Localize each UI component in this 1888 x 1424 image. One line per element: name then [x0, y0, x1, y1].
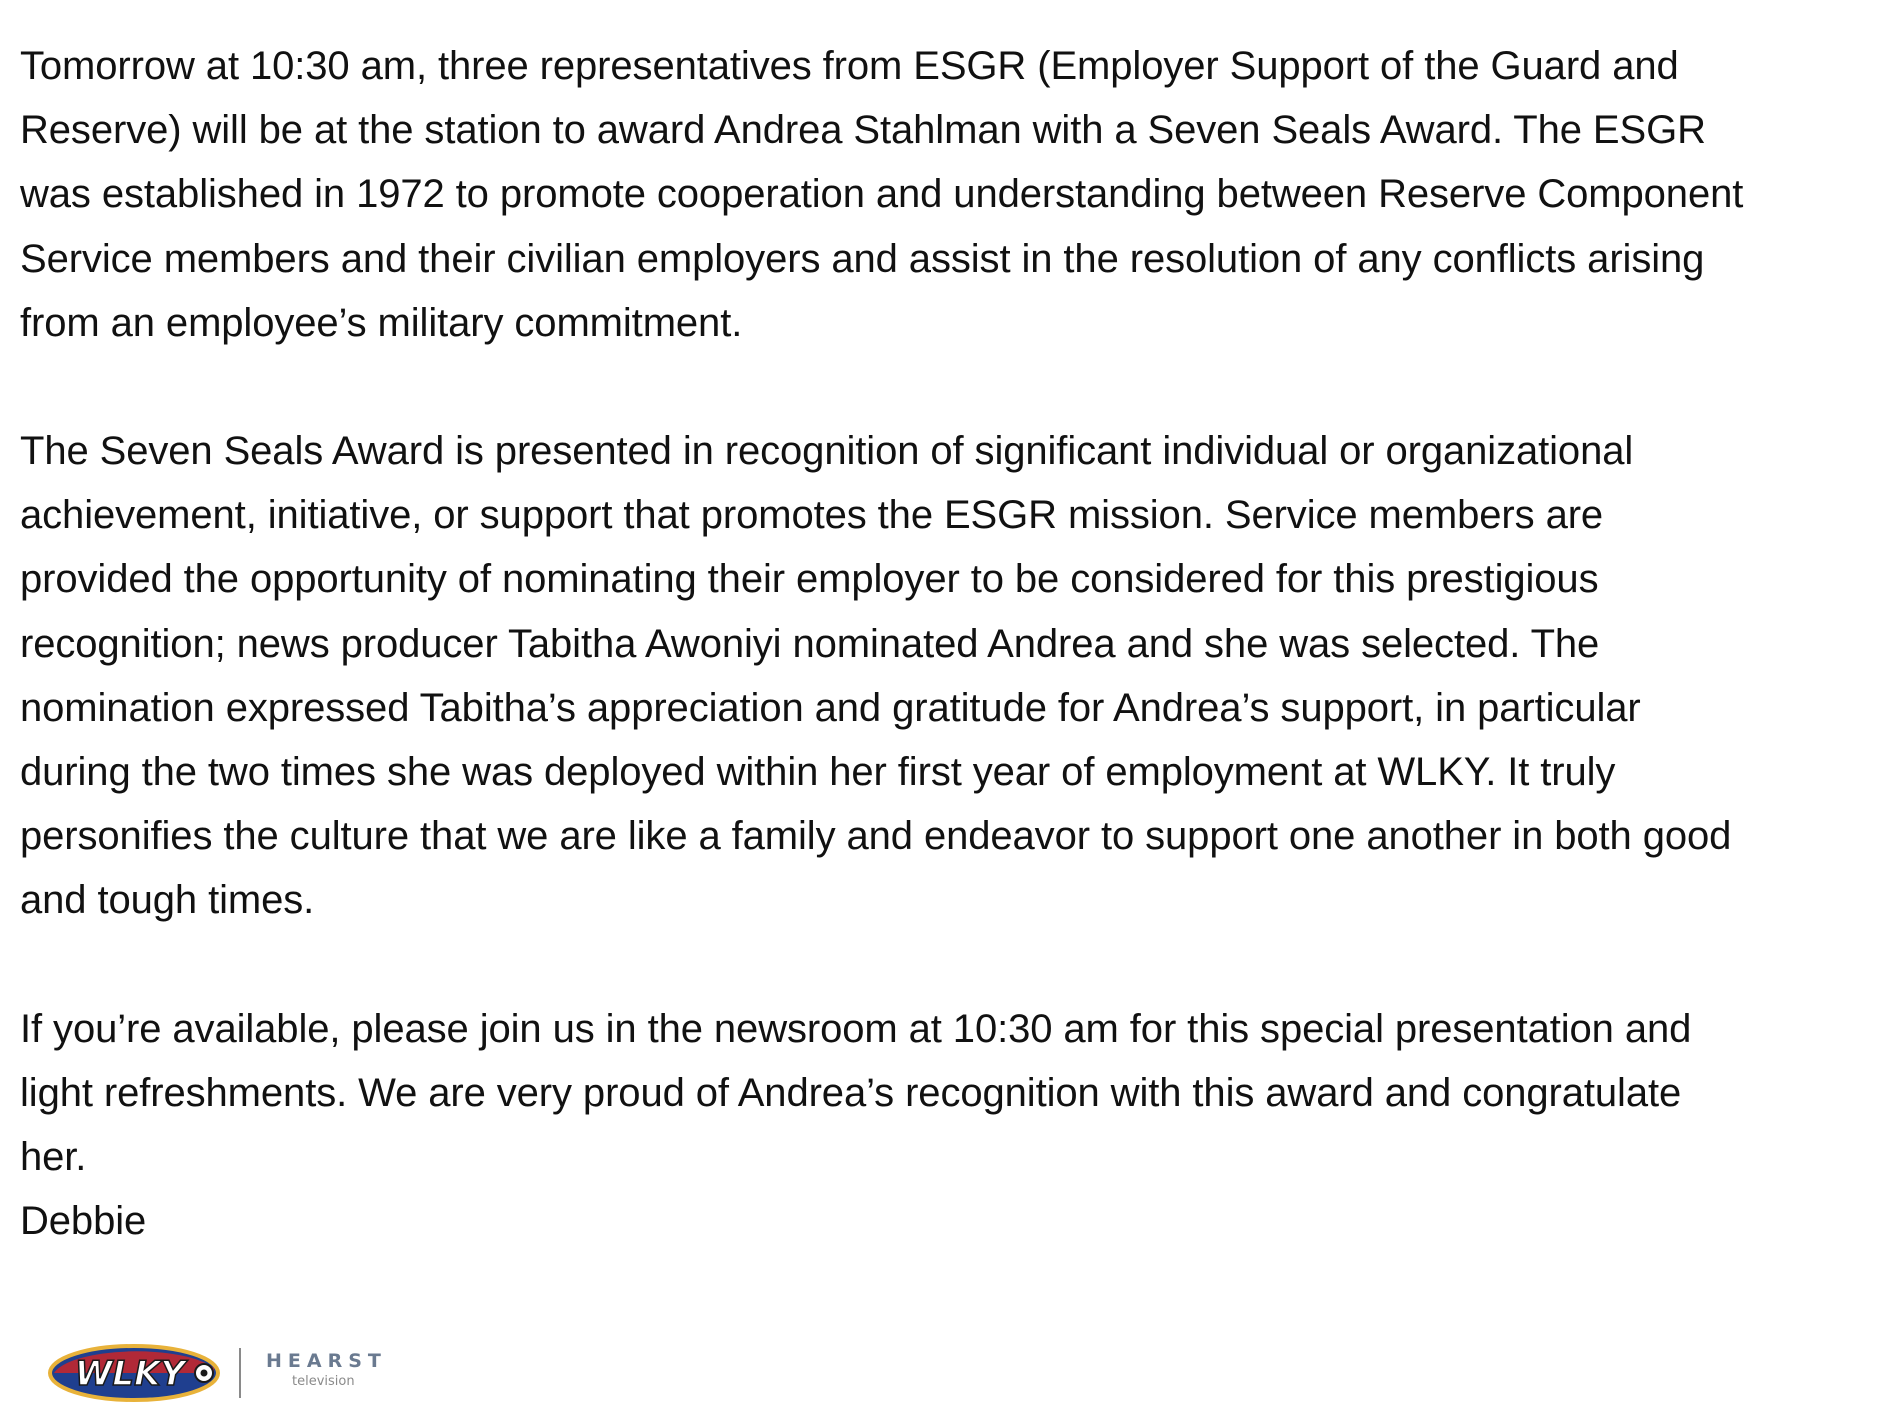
- wlky-logo: [44, 1338, 224, 1408]
- wlky-logo-text: WLKY: [74, 1354, 186, 1394]
- paragraph-award-description: The Seven Seals Award is presented in recognition of significant individual or organizational achievement, initiative, or support that promotes the ESGR mission. Service members are provided the opportunity of nominating their employer to be considered for this prestigious recognition; news producer Tabitha Awoniyi nominated Andrea and she was selected. The nomination expressed Tabitha’s appreciation and gratitude for Andrea’s support, in particular during the two times she was deployed within her first year of employment at WLKY. It truly personifies the culture that we are like a family and endeavor to support one another in both good and tough times.: [20, 429, 1732, 923]
- paragraph-award-announcement: Tomorrow at 10:30 am, three representatives from ESGR (Employer Support of the Guard and Reserve) will be at the station to award Andrea Stahlman with a Seven Seals Award. The ESGR was established in 1972 to promote cooperation and understanding between Reserve Component Service members and their civilian employers and assist in the resolution of any conflicts arising from an employee’s military commitment.: [20, 44, 1744, 345]
- paragraph-spacer: [20, 355, 1880, 419]
- signature: Debbie: [20, 1199, 147, 1244]
- hearst-logo-subtitle: television: [292, 1374, 355, 1389]
- paragraph-spacer: [20, 933, 1880, 997]
- email-body: [20, 34, 1880, 1253]
- logo-divider: [239, 1348, 241, 1398]
- email-footer-logos: [44, 1338, 404, 1408]
- hearst-logo-word: HEARST: [266, 1350, 387, 1372]
- paragraph-invitation: If you’re available, please join us in the newsroom at 10:30 am for this special presentation and light refreshments. We are very proud of Andrea’s recognition with this award and congratulate her.: [20, 1006, 1692, 1180]
